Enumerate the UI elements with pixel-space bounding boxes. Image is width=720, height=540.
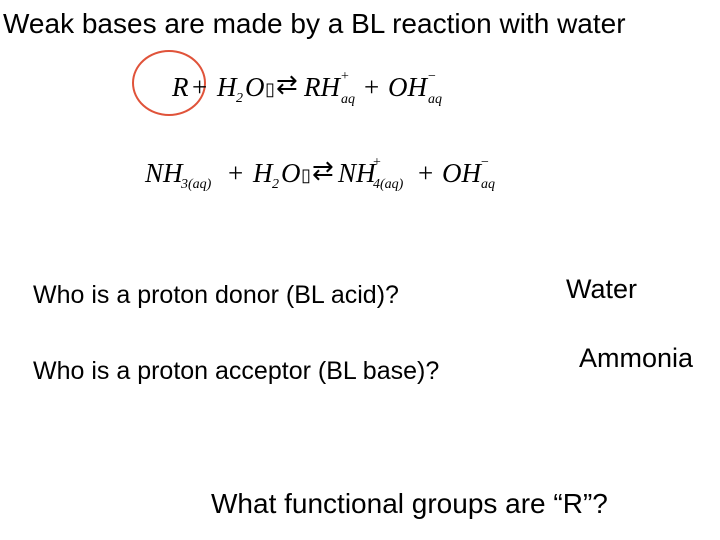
eq2-nh3: NH — [145, 158, 183, 188]
eq2-equilibrium-arrows: ⇄ — [312, 156, 334, 185]
question-proton-acceptor: Who is a proton acceptor (BL base)? — [33, 357, 440, 385]
question-proton-donor: Who is a proton donor (BL acid)? — [33, 281, 399, 309]
eq1-h-sub: 2 — [236, 91, 243, 106]
eq2-nh3-sub: 3(aq) — [181, 177, 212, 192]
eq2-nh4-sub: 4(aq) — [373, 177, 404, 192]
eq2-plus-2: + — [418, 158, 434, 188]
eq2-h: H — [253, 158, 273, 188]
eq1-o: O — [245, 72, 265, 102]
eq2-box: ▯ — [301, 165, 311, 185]
eq1-plus-2: + — [364, 72, 380, 102]
eq2-nh4-charge: + — [373, 155, 381, 170]
eq1-oh-charge: − — [428, 69, 436, 84]
eq1-rh: RH — [304, 72, 340, 102]
answer-proton-donor: Water — [566, 274, 638, 304]
slide-title: Weak bases are made by a BL reaction with water — [3, 8, 626, 39]
answer-proton-acceptor: Ammonia — [579, 343, 694, 373]
eq1-plus-1: + — [192, 72, 208, 102]
eq2-nh4: NH — [338, 158, 376, 188]
eq1-rh-state: aq — [341, 92, 355, 107]
eq2-oh: OH — [442, 158, 481, 188]
eq2-h-sub: 2 — [272, 177, 279, 192]
eq1-oh-state: aq — [428, 92, 442, 107]
eq2-oh-charge: − — [481, 155, 489, 170]
eq1-rh-charge: + — [341, 69, 349, 84]
functional-groups-question: What functional groups are “R”? — [211, 488, 608, 519]
eq2-plus-1: + — [228, 158, 244, 188]
eq1-box: ▯ — [265, 79, 275, 99]
eq1-equilibrium-arrows: ⇄ — [276, 70, 298, 99]
eq1-oh: OH — [388, 72, 427, 102]
eq1-h: H — [217, 72, 237, 102]
eq2-o: O — [281, 158, 301, 188]
eq1-r: R — [172, 72, 189, 102]
eq2-oh-state: aq — [481, 177, 495, 192]
